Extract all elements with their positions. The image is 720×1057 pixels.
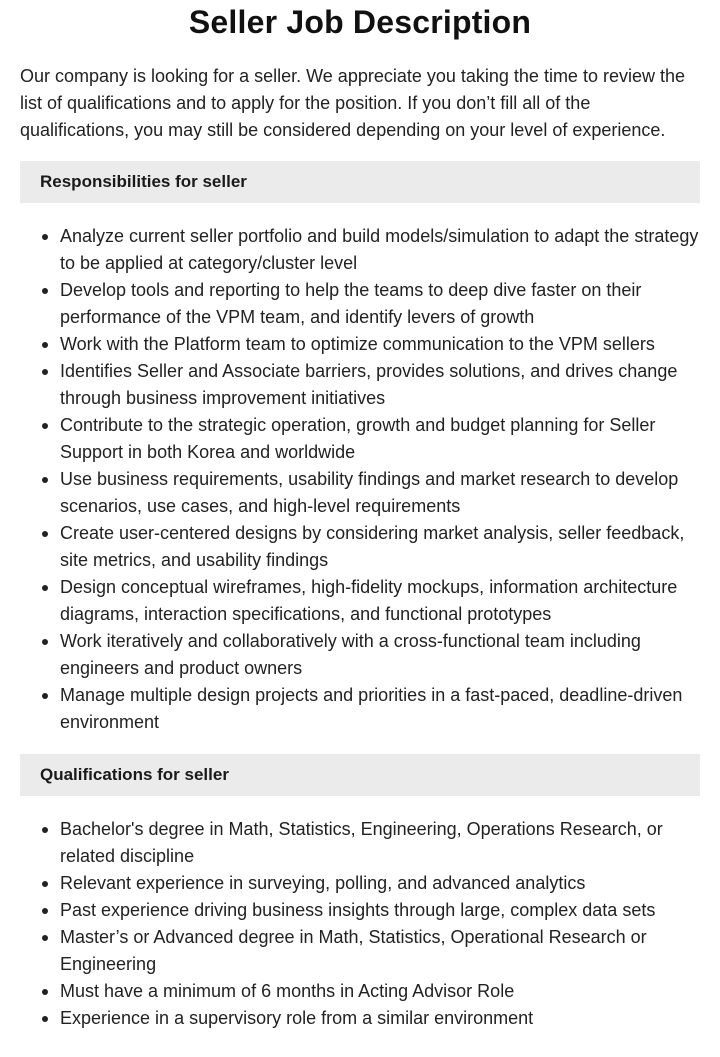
list-item: Analyze current seller portfolio and build models/simulation to adapt the strategy to be applied at category/cluster level [60, 223, 700, 277]
list-item: Use business requirements, usability findings and market research to develop scenarios, use cases, and high-level requirements [60, 466, 700, 520]
list-item: Create user-centered designs by considering market analysis, seller feedback, site metrics, and usability findings [60, 520, 700, 574]
list-item: Design conceptual wireframes, high-fidelity mockups, information architecture diagrams, interaction specifications, and functional prototypes [60, 574, 700, 628]
list-item: Work with the Platform team to optimize communication to the VPM sellers [60, 331, 700, 358]
list-item: Experience in a supervisory role from a similar environment [60, 1005, 700, 1032]
list-item: Contribute to the strategic operation, growth and budget planning for Seller Support in both Korea and worldwide [60, 412, 700, 466]
qualifications-list [20, 816, 700, 1032]
page-title: Seller Job Description [188, 4, 532, 40]
responsibilities-list [20, 223, 700, 736]
list-item: Work iteratively and collaboratively with a cross-functional team including engineers and product owners [60, 628, 700, 682]
list-item: Identifies Seller and Associate barriers, provides solutions, and drives change through business improvement initiatives [60, 358, 700, 412]
list-item: Bachelor's degree in Math, Statistics, Engineering, Operations Research, or related discipline [60, 816, 700, 870]
responsibilities-heading: Responsibilities for seller [20, 161, 700, 203]
list-item: Must have a minimum of 6 months in Acting Advisor Role [60, 978, 700, 1005]
list-item: Manage multiple design projects and priorities in a fast-paced, deadline-driven environment [60, 682, 700, 736]
list-item: Relevant experience in surveying, polling, and advanced analytics [60, 870, 700, 897]
intro-paragraph: Our company is looking for a seller. We appreciate you taking the time to review the list of qualifications and to apply for the position. If you don’t fill all of the qualifications, you may still be considered depending on your level of experience. [20, 66, 685, 140]
list-item: Master’s or Advanced degree in Math, Statistics, Operational Research or Engineering [60, 924, 700, 978]
list-item: Past experience driving business insights through large, complex data sets [60, 897, 700, 924]
list-item: Develop tools and reporting to help the teams to deep dive faster on their performance of the VPM team, and identify levers of growth [60, 277, 700, 331]
qualifications-heading: Qualifications for seller [20, 754, 700, 796]
